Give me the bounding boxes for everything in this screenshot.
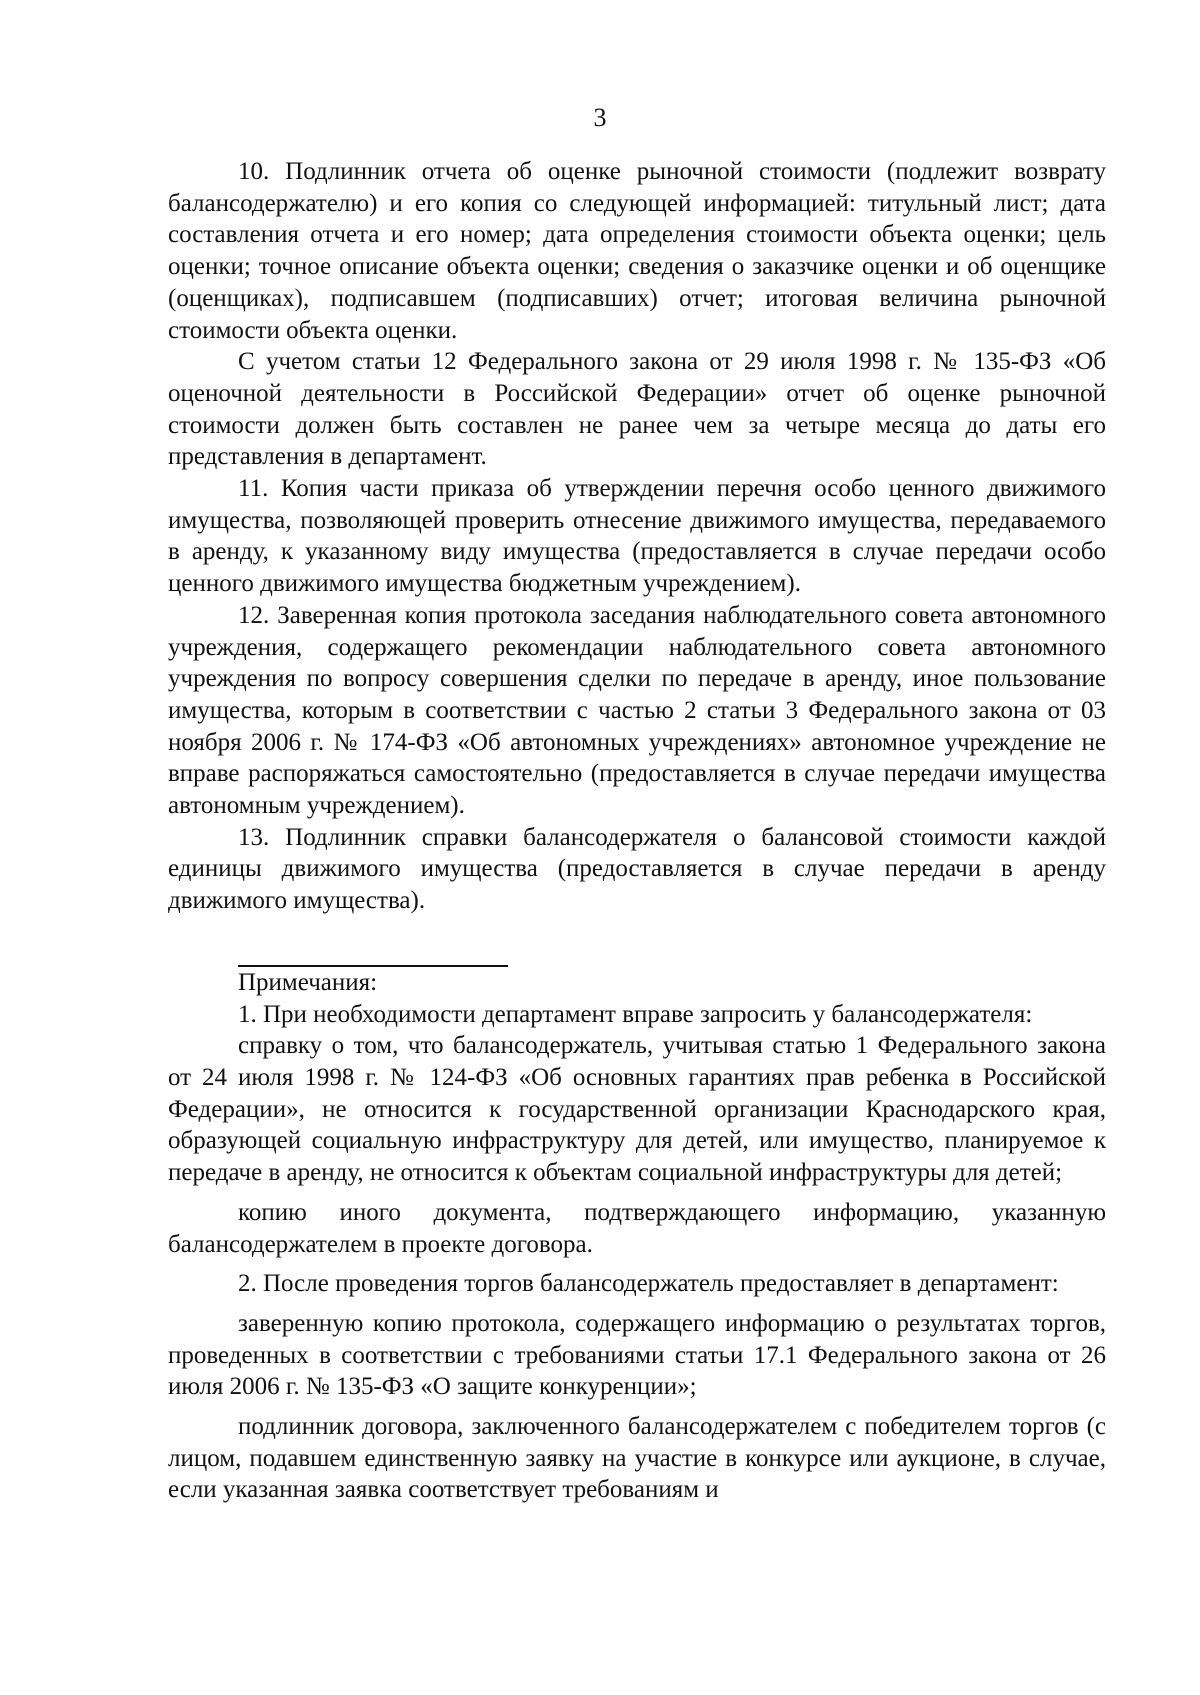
note-1-item-b: копию иного документа, подтверждающего информацию, указанную балансодержателем в проекте договора. (168, 1198, 1106, 1258)
item-10-paragraph: 10. Подлинник отчета об оценке рыночной стоимости (подлежит возврату балансодержателю) и его копия со следующей информацией: титульный лист; дата составления отчета и его номер; дата определения стоимости объекта оценки; цель оценки; точное описание объекта оценки; сведения о заказчике оценки и об оценщике (оценщиках), подписавшем (подписавших) отчет; итоговая величина рыночной стоимости объекта оценки. (168, 158, 1106, 344)
note-1-intro: 1. При необходимости департамент вправе запросить у балансодержателя: (238, 1000, 1033, 1028)
item-10-note-paragraph: С учетом статьи 12 Федерального закона от 29 июля 1998 г. № 135-ФЗ «Об оценочной деятельности в Российской Федерации» отчет об оценке рыночной стоимости должен быть составлен не ранее чем за четыре месяца до даты его представления в департамент. (168, 348, 1106, 471)
page-number: 3 (593, 103, 607, 132)
item-13-paragraph: 13. Подлинник справки балансодержателя о балансовой стоимости каждой единицы движимого имущества (предоставляется в случае передачи в аренду движимого имущества). (168, 823, 1106, 915)
item-12-paragraph: 12. Заверенная копия протокола заседания наблюдательного совета автономного учреждения, содержащего рекомендации наблюдательного совета автономного учреждения по вопросу совершения сделки по передаче в аренду, иное пользование имущества, которым в соответствии с частью 2 статьи 3 Федерального закона от 03 ноября 2006 г. № 174-ФЗ «Об автономных учреждениях» автономное учреждение не вправе распоряжаться самостоятельно (предоставляется в случае передачи имущества автономным учреждением). (168, 601, 1106, 820)
note-1-item-a: справку о том, что балансодержатель, учитывая статью 1 Федерального закона от 24 июля 1998 г. № 124-ФЗ «Об основных гарантиях прав ребенка в Российской Федерации», не относится к государственной организации Краснодарского края, образующей социальную инфраструктуру для детей, или имущество, планируемое к передаче в аренду, не относится к объектам социальной инфраструктуры для детей; (168, 1032, 1106, 1187)
document-body (168, 156, 1106, 1506)
note-2-item-b: подлинник договора, заключенного балансодержателем с победителем торгов (с лицом, подавшем единственную заявку на участие в конкурсе или аукционе, в случае, если указанная заявка соответствует требованиям и (168, 1413, 1106, 1504)
note-2-item-a: заверенную копию протокола, содержащего информацию о результатах торгов, проведенных в соответствии с требованиями статьи 17.1 Федерального закона от 26 июля 2006 г. № 135-ФЗ «О защите конкуренции»; (168, 1309, 1106, 1401)
item-11-paragraph: 11. Копия части приказа об утверждении перечня особо ценного движимого имущества, позволяющей проверить отнесение движимого имущества, передаваемого в аренду, к указанному виду имущества (предоставляется в случае передачи особо ценного движимого имущества бюджетным учреждением). (168, 475, 1106, 598)
notes-section (168, 965, 1106, 1506)
note-2-intro: 2. После проведения торгов балансодержатель предоставляет в департамент: (238, 1270, 1059, 1298)
notes-heading: Примечания: (238, 968, 378, 996)
